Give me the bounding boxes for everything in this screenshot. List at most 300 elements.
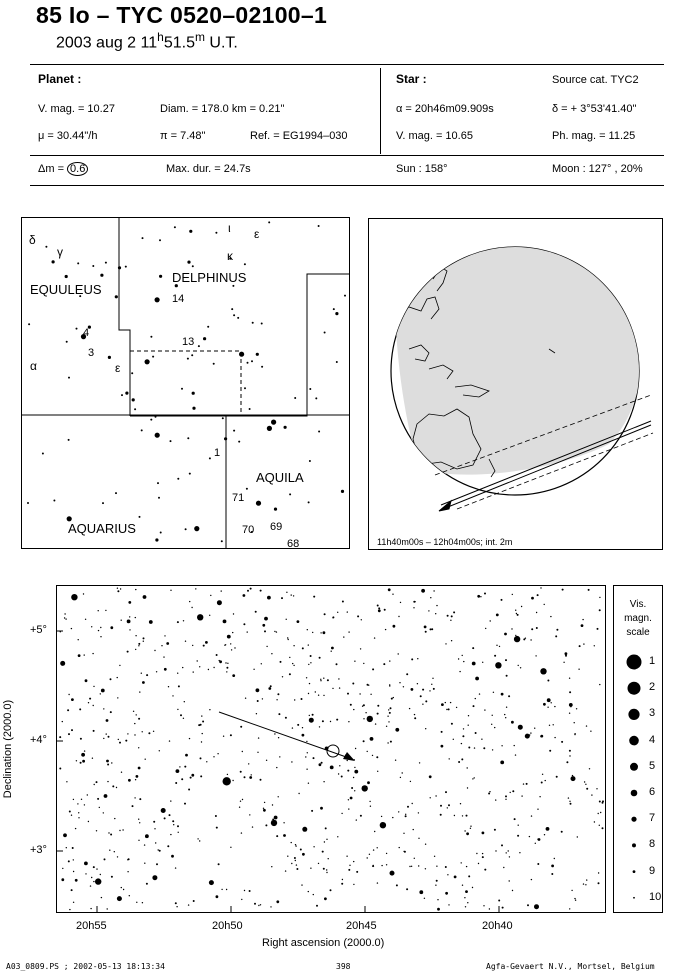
field-star [168, 686, 169, 687]
field-star [202, 733, 203, 734]
magnitude-scale [613, 585, 663, 913]
field-star [142, 681, 145, 684]
field-star [414, 858, 415, 859]
field-star [289, 673, 291, 675]
field-star [108, 832, 109, 833]
field-star [305, 756, 306, 757]
ytick-4: +4° [30, 734, 47, 746]
field-star [509, 856, 510, 857]
field-star [350, 704, 352, 706]
constellation-star [134, 408, 136, 410]
field-star [285, 870, 286, 871]
field-star [505, 795, 507, 797]
field-star [354, 770, 358, 774]
field-star [584, 781, 585, 782]
field-star [512, 890, 513, 891]
field-star [472, 662, 476, 666]
field-star [506, 852, 507, 853]
field-star [422, 704, 423, 705]
header-mid-rule [30, 155, 664, 156]
field-star [170, 834, 171, 835]
field-star [445, 702, 446, 703]
field-star [200, 775, 202, 777]
field-star [464, 830, 465, 831]
field-star [320, 632, 321, 633]
field-star [154, 650, 155, 651]
field-star [294, 699, 295, 700]
field-star [262, 698, 263, 699]
field-star [348, 808, 349, 809]
field-star [103, 708, 104, 709]
field-star [176, 769, 180, 773]
field-star [483, 905, 484, 906]
field-star [110, 711, 112, 713]
field-star [307, 752, 308, 753]
field-star [544, 834, 545, 835]
field-star [109, 850, 110, 851]
constellation-star [65, 275, 68, 278]
field-star [351, 787, 353, 789]
field-star [602, 802, 604, 804]
field-star [549, 725, 550, 726]
field-star [389, 660, 390, 661]
field-star [481, 739, 482, 740]
field-star [494, 727, 495, 728]
constellation-star [203, 337, 206, 340]
field-star [313, 846, 314, 847]
field-star [403, 686, 404, 687]
field-star [602, 827, 604, 829]
field-star [363, 718, 364, 719]
field-star [386, 864, 387, 865]
field-star [475, 677, 479, 681]
planet-vmag: V. mag. = 10.27 [38, 103, 115, 115]
constellation-star [150, 336, 152, 338]
constellation-star [222, 417, 224, 419]
field-star [178, 685, 180, 687]
field-star [114, 851, 115, 852]
constellation-star [324, 332, 326, 334]
constellation-star [181, 388, 183, 390]
field-star [450, 620, 451, 621]
field-star [374, 637, 375, 638]
field-star [145, 759, 146, 760]
field-star [508, 695, 510, 697]
field-star [461, 862, 462, 863]
constellation-star [68, 377, 70, 379]
scale-dot [628, 709, 639, 720]
field-star [164, 635, 165, 636]
constellation-star [315, 397, 317, 399]
field-star [232, 632, 233, 633]
field-star [276, 631, 277, 632]
field-star [352, 683, 354, 685]
field-star [410, 781, 411, 782]
field-star [338, 773, 339, 774]
field-star [324, 841, 325, 842]
field-star [424, 898, 425, 899]
constellation-boundaries [22, 218, 349, 548]
field-star [472, 647, 474, 649]
field-star [535, 843, 536, 844]
field-star [509, 880, 510, 881]
field-star [418, 838, 419, 839]
field-star [264, 630, 266, 632]
field-star [407, 806, 409, 808]
field-star [322, 851, 324, 853]
field-star [338, 678, 339, 679]
field-star [525, 734, 530, 739]
field-star [309, 683, 310, 684]
field-star [149, 620, 153, 624]
field-star [377, 705, 379, 707]
field-star [534, 904, 539, 909]
field-star [530, 639, 531, 640]
field-star [451, 640, 452, 641]
field-star [387, 742, 388, 743]
field-star [554, 737, 555, 738]
field-star [221, 889, 222, 890]
field-star [586, 879, 587, 880]
field-star [563, 662, 564, 663]
field-star [583, 643, 584, 644]
field-star [121, 887, 122, 888]
constellation-star [192, 407, 195, 410]
field-star [188, 789, 190, 791]
field-star [400, 777, 401, 778]
field-star [316, 905, 318, 907]
number-13: 13 [182, 336, 195, 348]
field-star [425, 700, 427, 702]
x-axis-label: Right ascension (2000.0) [262, 937, 385, 949]
field-star [139, 822, 140, 823]
field-star [473, 705, 475, 707]
field-star [489, 791, 490, 792]
field-star [575, 900, 576, 901]
field-star [390, 741, 392, 743]
constellation-star [187, 437, 189, 439]
field-star [175, 902, 177, 904]
field-star [62, 721, 63, 722]
constellation-star [125, 392, 128, 395]
field-star [293, 595, 294, 596]
field-star [453, 739, 454, 740]
field-star [71, 889, 73, 891]
field-star [462, 885, 463, 886]
field-star [188, 904, 189, 905]
field-star [468, 725, 469, 726]
field-star [218, 863, 220, 865]
field-star [555, 635, 557, 637]
field-star [388, 709, 389, 710]
field-star [75, 828, 76, 829]
constellation-star [174, 226, 176, 228]
field-star [348, 721, 349, 722]
field-star [263, 809, 266, 812]
field-star [531, 628, 533, 630]
field-star [243, 594, 246, 597]
field-star [353, 884, 354, 885]
field-star [257, 700, 259, 702]
field-star [89, 698, 91, 700]
field-star [291, 842, 292, 843]
field-star [501, 844, 503, 846]
field-star [59, 768, 61, 770]
field-star [324, 613, 326, 615]
field-star [163, 656, 164, 657]
field-star [199, 666, 200, 667]
scale-title-2: magn. [624, 613, 652, 624]
field-star [227, 635, 231, 639]
field-star [276, 900, 279, 903]
field-star [339, 765, 340, 766]
field-star [448, 904, 449, 905]
field-star [133, 711, 134, 712]
field-star [128, 601, 131, 604]
field-star [270, 906, 271, 907]
field-star [282, 676, 283, 677]
field-star [66, 847, 67, 848]
field-star [97, 798, 99, 800]
field-star [540, 587, 541, 588]
field-star [363, 704, 365, 706]
field-star [418, 812, 419, 813]
field-star [568, 797, 569, 798]
field-star [295, 845, 296, 846]
field-star [411, 866, 412, 867]
field-star [84, 750, 85, 751]
scale-dot [629, 736, 639, 746]
field-star [75, 879, 78, 882]
field-star [100, 693, 101, 694]
field-star [276, 835, 278, 837]
field-star [574, 734, 575, 735]
field-star [167, 845, 169, 847]
field-star [445, 643, 446, 644]
field-star [514, 745, 515, 746]
field-star [376, 756, 378, 758]
field-star [537, 839, 538, 840]
field-star [71, 594, 77, 600]
field-star [278, 737, 279, 738]
field-star [332, 617, 333, 618]
field-star [341, 776, 343, 778]
field-star [424, 626, 427, 629]
field-star [205, 641, 208, 644]
field-star [232, 674, 235, 677]
field-star [586, 788, 588, 790]
constellation-star [152, 356, 154, 358]
constellation-star [294, 397, 296, 399]
field-star [494, 655, 496, 657]
field-star [372, 668, 374, 670]
constellation-star [115, 295, 118, 298]
constellation-star [256, 353, 259, 356]
field-star [540, 735, 542, 737]
field-star [556, 776, 558, 778]
field-star [537, 863, 539, 865]
field-star [91, 877, 92, 878]
field-star [348, 631, 349, 632]
field-star [274, 816, 278, 820]
field-star [110, 626, 113, 629]
field-star [209, 709, 210, 710]
field-star [106, 760, 109, 763]
constellation-star [215, 232, 217, 234]
constellation-star [318, 225, 320, 227]
field-star [263, 808, 264, 809]
field-star [478, 863, 479, 864]
constellation-star [52, 260, 55, 263]
field-star [217, 753, 218, 754]
field-star [309, 718, 314, 723]
field-star [177, 621, 179, 623]
field-star [266, 760, 267, 761]
field-star [503, 867, 504, 868]
field-star [291, 761, 292, 762]
scale-label: 5 [649, 759, 656, 772]
field-star [114, 818, 115, 819]
star-heading: Star : [396, 72, 427, 86]
field-star [210, 595, 211, 596]
field-star [566, 761, 568, 763]
field-star [276, 699, 277, 700]
field-star [138, 718, 140, 720]
field-star [349, 865, 350, 866]
field-star [209, 880, 214, 885]
field-star [325, 827, 327, 829]
field-star [272, 804, 273, 805]
field-star [531, 815, 532, 816]
constellation-star [160, 532, 162, 534]
field-star [170, 590, 171, 591]
field-star [367, 857, 368, 858]
field-star [462, 735, 464, 737]
field-star [512, 594, 513, 595]
field-star [409, 708, 410, 709]
planet-heading: Planet : [38, 72, 82, 86]
constellation-star [309, 460, 311, 462]
constellation-star [68, 439, 70, 441]
field-star [411, 658, 413, 660]
field-star [100, 874, 101, 875]
scale-label: 6 [649, 786, 656, 798]
field-star [460, 803, 461, 804]
field-star [287, 856, 288, 857]
field-star [337, 836, 338, 837]
field-star [169, 740, 170, 741]
constellation-star [145, 359, 150, 364]
field-star [274, 733, 275, 734]
field-star [320, 680, 321, 681]
field-star [129, 895, 130, 896]
field-star [405, 814, 406, 815]
field-star [554, 706, 555, 707]
field-star [134, 734, 135, 735]
event-datetime: 2003 aug 2 11$^h$51.5$^m$ U.T. [56, 30, 238, 52]
field-star [585, 884, 586, 885]
field-star [326, 872, 327, 873]
field-star [412, 803, 413, 804]
field-star [164, 817, 166, 819]
constellation-star [194, 526, 199, 531]
field-star [158, 849, 159, 850]
field-star [313, 596, 315, 598]
field-star [326, 869, 327, 870]
field-star [308, 693, 309, 694]
constellation-star [189, 473, 191, 475]
field-star [248, 763, 249, 764]
field-star [80, 762, 82, 764]
field-star [395, 728, 399, 732]
field-star [172, 820, 174, 822]
scale-dot [627, 655, 642, 670]
field-star [320, 679, 321, 680]
field-star [90, 908, 91, 909]
field-star [470, 828, 471, 829]
field-star [252, 826, 253, 827]
field-star [159, 750, 160, 751]
field-star [111, 762, 112, 763]
field-star [531, 879, 532, 880]
field-star [594, 821, 595, 822]
constellation-star [121, 394, 123, 396]
field-star [244, 890, 245, 891]
field-star [240, 801, 241, 802]
field-star [178, 832, 179, 833]
field-star [73, 799, 74, 800]
field-star [529, 734, 530, 735]
field-star [449, 758, 450, 759]
xtick-20h50: 20h50 [212, 920, 243, 932]
field-star [223, 736, 224, 737]
scale-dot [631, 790, 638, 797]
field-star [441, 731, 443, 733]
field-star [233, 613, 234, 614]
field-star [319, 726, 320, 727]
field-star [289, 657, 290, 658]
field-star [363, 663, 364, 664]
field-star [153, 821, 155, 823]
field-star [298, 793, 299, 794]
field-star [388, 588, 391, 591]
constellation-star [76, 328, 78, 330]
max-duration: Max. dur. = 24.7s [166, 163, 251, 175]
field-star [185, 754, 188, 757]
field-star [197, 660, 198, 661]
field-star [565, 652, 568, 655]
constellation-star [192, 392, 195, 395]
field-star [294, 857, 296, 859]
field-star [582, 619, 583, 620]
field-star [441, 745, 444, 748]
field-star [311, 810, 313, 812]
field-star [127, 620, 131, 624]
field-star [448, 708, 450, 710]
field-star [447, 615, 449, 617]
constellation-star [232, 285, 234, 287]
constellation-star [318, 431, 320, 433]
field-star [135, 779, 136, 780]
constellation-star [187, 358, 189, 360]
field-star [142, 731, 143, 732]
field-star [392, 594, 393, 595]
field-star [127, 859, 128, 860]
field-star [353, 709, 354, 710]
field-star [93, 705, 94, 706]
field-star [93, 881, 94, 882]
field-star [117, 677, 118, 678]
